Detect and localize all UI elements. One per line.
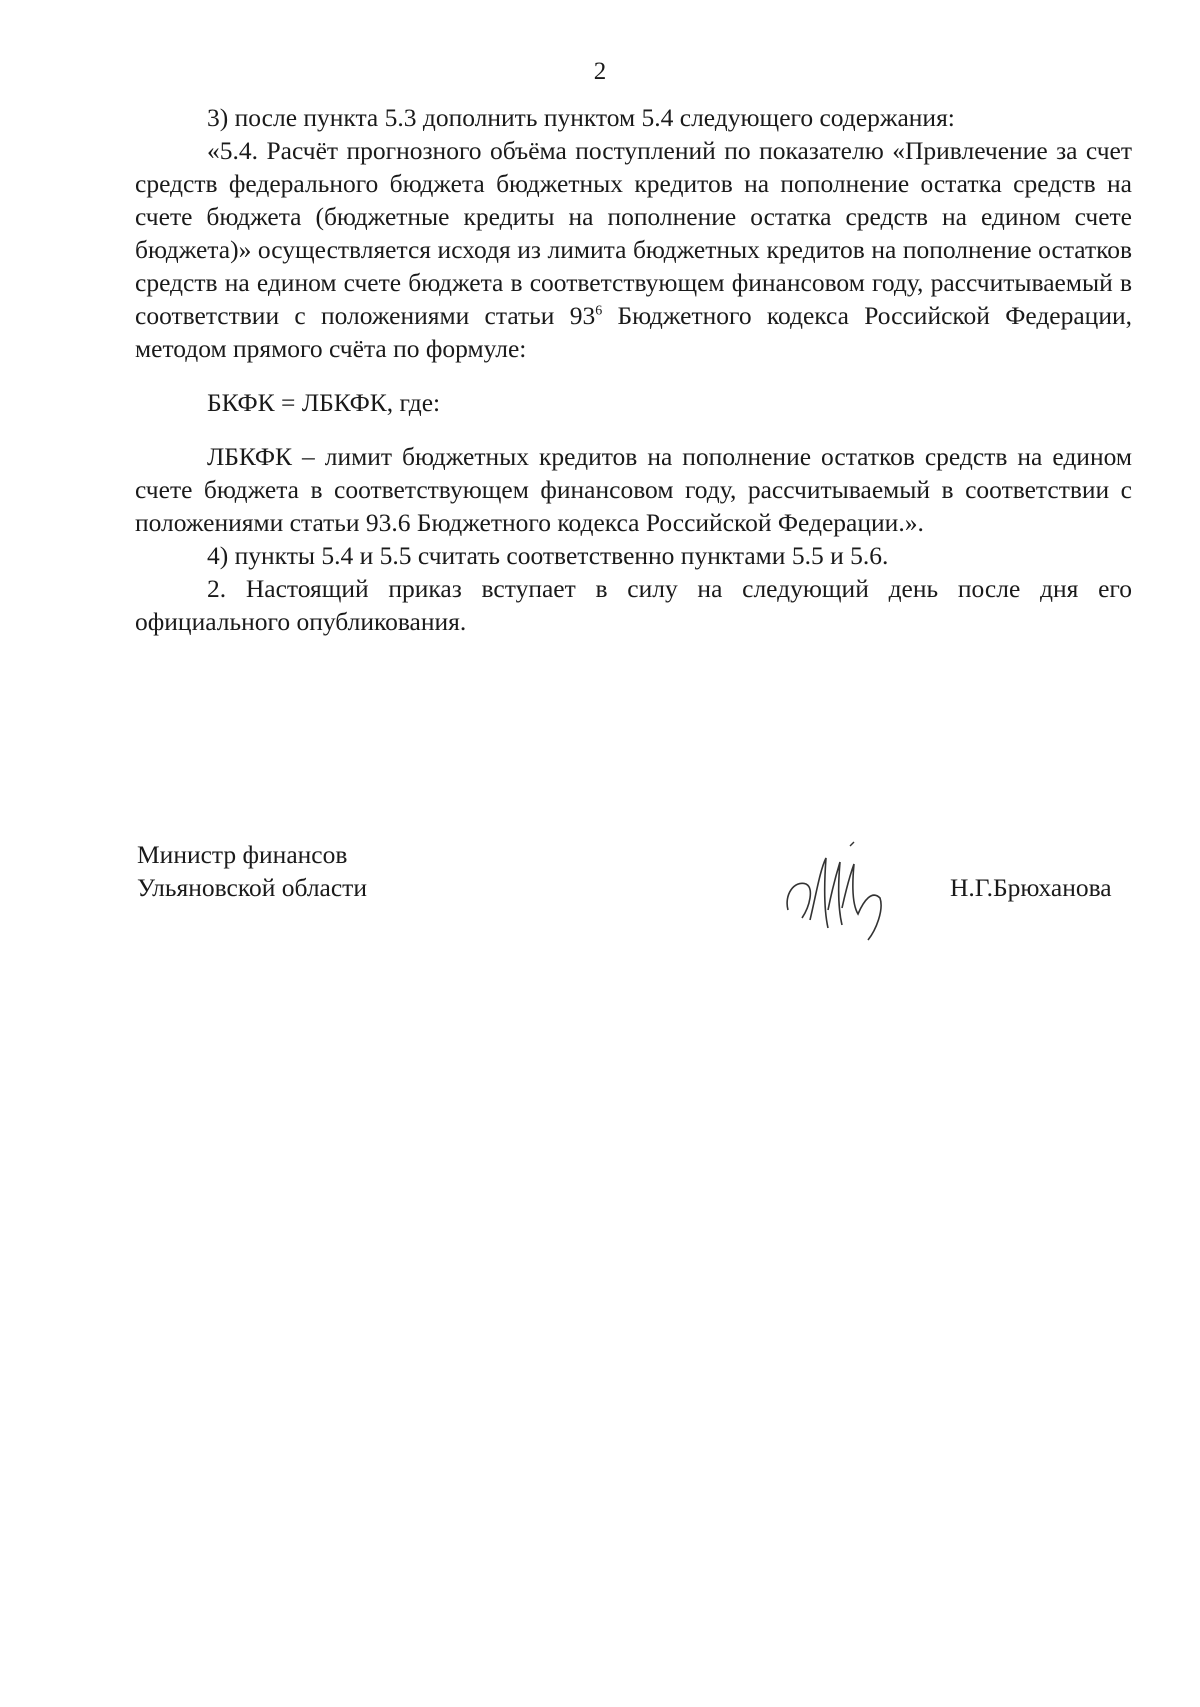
signatory-title-line1: Министр финансов (137, 840, 348, 869)
paragraph-5-4 (135, 134, 1132, 365)
signatory-title-line2: Ульяновской области (137, 873, 367, 902)
paragraph-effective-date: 2. Настоящий приказ вступает в силу на следующий день после дня его официального опубликования. (135, 574, 1132, 636)
formula: БКФК = ЛБКФК, где: (207, 388, 441, 417)
paragraph-5-4-tail: Бюджетного кодекса Российской Федерации, методом прямого счёта по формуле: (135, 301, 1132, 363)
document-body (135, 101, 1132, 638)
article-superscript: 6 (595, 303, 603, 319)
definition-paragraph: ЛБКФК – лимит бюджетных кредитов на пополнение остатков средств на едином счете бюджета в соответствующем финансовом году, рассчитываемый в соответствии с положениями статьи 93.6 Бюджетного кодекса Российской Федерации.». (135, 442, 1132, 537)
paragraph-item-3: 3) после пункта 5.3 дополнить пунктом 5.4 следующего содержания: (207, 103, 955, 132)
signatory-title (137, 838, 367, 904)
page-number: 2 (593, 58, 607, 85)
signatory-name: Н.Г.Брюханова (950, 873, 1112, 902)
paragraph-5-4-text: «5.4. Расчёт прогнозного объёма поступлений по показателю «Привлечение за счет средств федерального бюджета бюджетных кредитов на пополнение остатка средств на счете бюджета (бюджетные кредиты на пополнение остатка средств на едином счете бюджета)» осуществляется исходя из лимита бюджетных кредитов на пополнение остатков средств на едином счете бюджета в соответствующем финансовом году, рассчитываемый в соответствии с положениями статьи 93 (135, 136, 1132, 330)
paragraph-item-4: 4) пункты 5.4 и 5.5 считать соответственно пунктами 5.5 и 5.6. (207, 541, 889, 570)
handwritten-signature (780, 840, 895, 945)
